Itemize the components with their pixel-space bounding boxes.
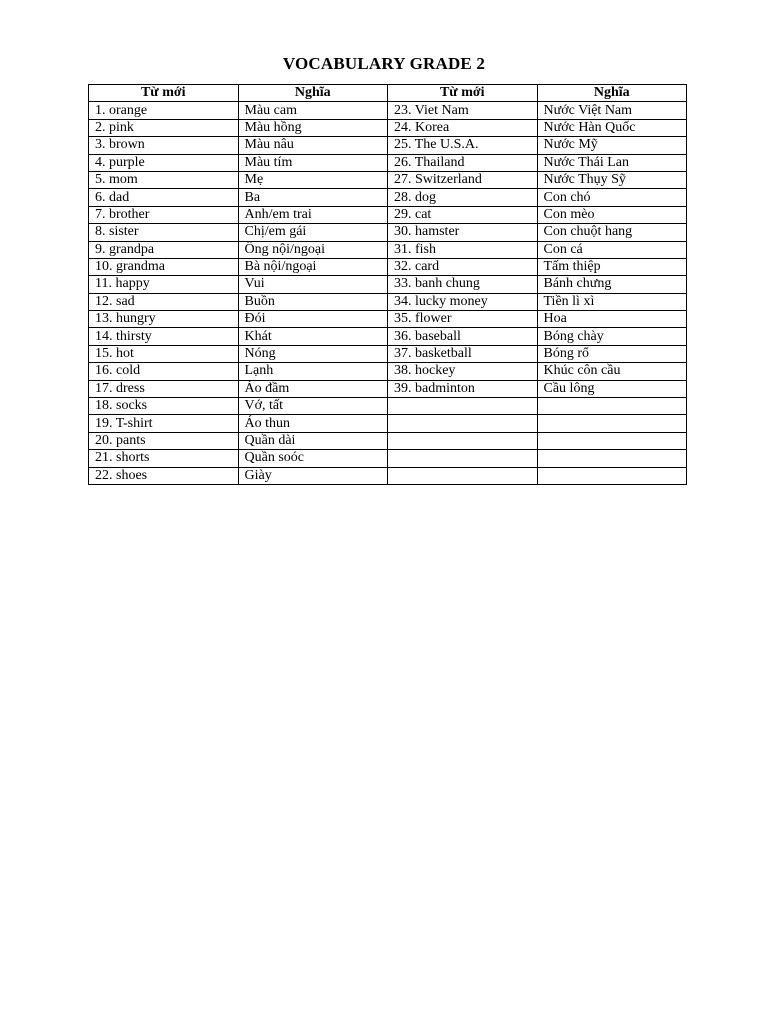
meaning-cell: Con chuột hang xyxy=(537,224,687,241)
word-cell: 13. hungry xyxy=(89,311,239,328)
word-cell: 14. thirsty xyxy=(89,328,239,345)
meaning-cell: Cầu lông xyxy=(537,380,687,397)
word-cell: 11. happy xyxy=(89,276,239,293)
word-cell: 33. banh chung xyxy=(388,276,538,293)
meaning-cell: Đói xyxy=(238,311,388,328)
vocabulary-table xyxy=(88,84,687,485)
word-cell: 7. brother xyxy=(89,206,239,223)
table-row xyxy=(89,206,687,223)
meaning-cell: Ông nội/ngoại xyxy=(238,241,388,258)
table-row xyxy=(89,258,687,275)
word-cell: 6. dad xyxy=(89,189,239,206)
table-row xyxy=(89,293,687,310)
meaning-cell xyxy=(537,450,687,467)
word-cell: 9. grandpa xyxy=(89,241,239,258)
table-row xyxy=(89,102,687,119)
meaning-cell: Ba xyxy=(238,189,388,206)
word-cell: 25. The U.S.A. xyxy=(388,137,538,154)
meaning-cell: Nước Hàn Quốc xyxy=(537,119,687,136)
word-cell: 3. brown xyxy=(89,137,239,154)
table-row xyxy=(89,363,687,380)
meaning-cell: Khúc côn cầu xyxy=(537,363,687,380)
meaning-cell: Nóng xyxy=(238,345,388,362)
header-meaning-1: Nghĩa xyxy=(238,85,388,102)
meaning-cell: Tiền lì xì xyxy=(537,293,687,310)
table-row xyxy=(89,137,687,154)
word-cell: 34. lucky money xyxy=(388,293,538,310)
word-cell: 28. dog xyxy=(388,189,538,206)
word-cell: 37. basketball xyxy=(388,345,538,362)
table-row xyxy=(89,241,687,258)
meaning-cell: Màu nâu xyxy=(238,137,388,154)
table-row xyxy=(89,224,687,241)
table-body xyxy=(89,102,687,485)
meaning-cell: Con mèo xyxy=(537,206,687,223)
meaning-cell: Khát xyxy=(238,328,388,345)
word-cell: 27. Switzerland xyxy=(388,171,538,188)
word-cell xyxy=(388,432,538,449)
word-cell: 4. purple xyxy=(89,154,239,171)
meaning-cell xyxy=(537,398,687,415)
table-header xyxy=(89,85,687,102)
meaning-cell: Vớ, tất xyxy=(238,398,388,415)
table-row xyxy=(89,398,687,415)
meaning-cell: Vui xyxy=(238,276,388,293)
word-cell: 20. pants xyxy=(89,432,239,449)
word-cell: 10. grandma xyxy=(89,258,239,275)
header-new-word-1: Từ mới xyxy=(89,85,239,102)
table-row xyxy=(89,171,687,188)
meaning-cell: Bóng rổ xyxy=(537,345,687,362)
table-row xyxy=(89,119,687,136)
word-cell: 18. socks xyxy=(89,398,239,415)
meaning-cell: Chị/em gái xyxy=(238,224,388,241)
meaning-cell xyxy=(537,415,687,432)
table-row xyxy=(89,380,687,397)
table-row xyxy=(89,276,687,293)
meaning-cell: Con chó xyxy=(537,189,687,206)
meaning-cell: Giày xyxy=(238,467,388,484)
table-row xyxy=(89,432,687,449)
word-cell xyxy=(388,450,538,467)
meaning-cell: Màu cam xyxy=(238,102,388,119)
word-cell: 30. hamster xyxy=(388,224,538,241)
word-cell: 38. hockey xyxy=(388,363,538,380)
word-cell: 19. T-shirt xyxy=(89,415,239,432)
meaning-cell: Màu tím xyxy=(238,154,388,171)
word-cell xyxy=(388,415,538,432)
table-row xyxy=(89,415,687,432)
table-row xyxy=(89,328,687,345)
word-cell: 35. flower xyxy=(388,311,538,328)
table-row xyxy=(89,345,687,362)
table-row xyxy=(89,189,687,206)
meaning-cell xyxy=(537,467,687,484)
table-row xyxy=(89,467,687,484)
header-new-word-2: Từ mới xyxy=(388,85,538,102)
word-cell: 26. Thailand xyxy=(388,154,538,171)
word-cell: 24. Korea xyxy=(388,119,538,136)
word-cell xyxy=(388,467,538,484)
meaning-cell: Áo thun xyxy=(238,415,388,432)
word-cell: 21. shorts xyxy=(89,450,239,467)
meaning-cell: Nước Mỹ xyxy=(537,137,687,154)
word-cell: 22. shoes xyxy=(89,467,239,484)
meaning-cell: Nước Thụy Sỹ xyxy=(537,171,687,188)
meaning-cell: Hoa xyxy=(537,311,687,328)
meaning-cell: Buồn xyxy=(238,293,388,310)
word-cell xyxy=(388,398,538,415)
word-cell: 12. sad xyxy=(89,293,239,310)
meaning-cell: Tấm thiệp xyxy=(537,258,687,275)
word-cell: 23. Viet Nam xyxy=(388,102,538,119)
table-row xyxy=(89,311,687,328)
word-cell: 39. badminton xyxy=(388,380,538,397)
word-cell: 32. card xyxy=(388,258,538,275)
meaning-cell xyxy=(537,432,687,449)
meaning-cell: Bóng chày xyxy=(537,328,687,345)
word-cell: 1. orange xyxy=(89,102,239,119)
meaning-cell: Nước Việt Nam xyxy=(537,102,687,119)
meaning-cell: Áo đầm xyxy=(238,380,388,397)
meaning-cell: Bánh chưng xyxy=(537,276,687,293)
meaning-cell: Màu hồng xyxy=(238,119,388,136)
word-cell: 8. sister xyxy=(89,224,239,241)
word-cell: 16. cold xyxy=(89,363,239,380)
meaning-cell: Bà nội/ngoại xyxy=(238,258,388,275)
word-cell: 31. fish xyxy=(388,241,538,258)
meaning-cell: Mẹ xyxy=(238,171,388,188)
table-row xyxy=(89,450,687,467)
word-cell: 2. pink xyxy=(89,119,239,136)
meaning-cell: Lạnh xyxy=(238,363,388,380)
word-cell: 36. baseball xyxy=(388,328,538,345)
word-cell: 15. hot xyxy=(89,345,239,362)
meaning-cell: Con cá xyxy=(537,241,687,258)
word-cell: 5. mom xyxy=(89,171,239,188)
meaning-cell: Quần soóc xyxy=(238,450,388,467)
word-cell: 17. dress xyxy=(89,380,239,397)
header-meaning-2: Nghĩa xyxy=(537,85,687,102)
header-row xyxy=(89,85,687,102)
table-row xyxy=(89,154,687,171)
meaning-cell: Anh/em trai xyxy=(238,206,388,223)
meaning-cell: Quần dài xyxy=(238,432,388,449)
page-title: VOCABULARY GRADE 2 xyxy=(282,54,486,73)
word-cell: 29. cat xyxy=(388,206,538,223)
meaning-cell: Nước Thái Lan xyxy=(537,154,687,171)
